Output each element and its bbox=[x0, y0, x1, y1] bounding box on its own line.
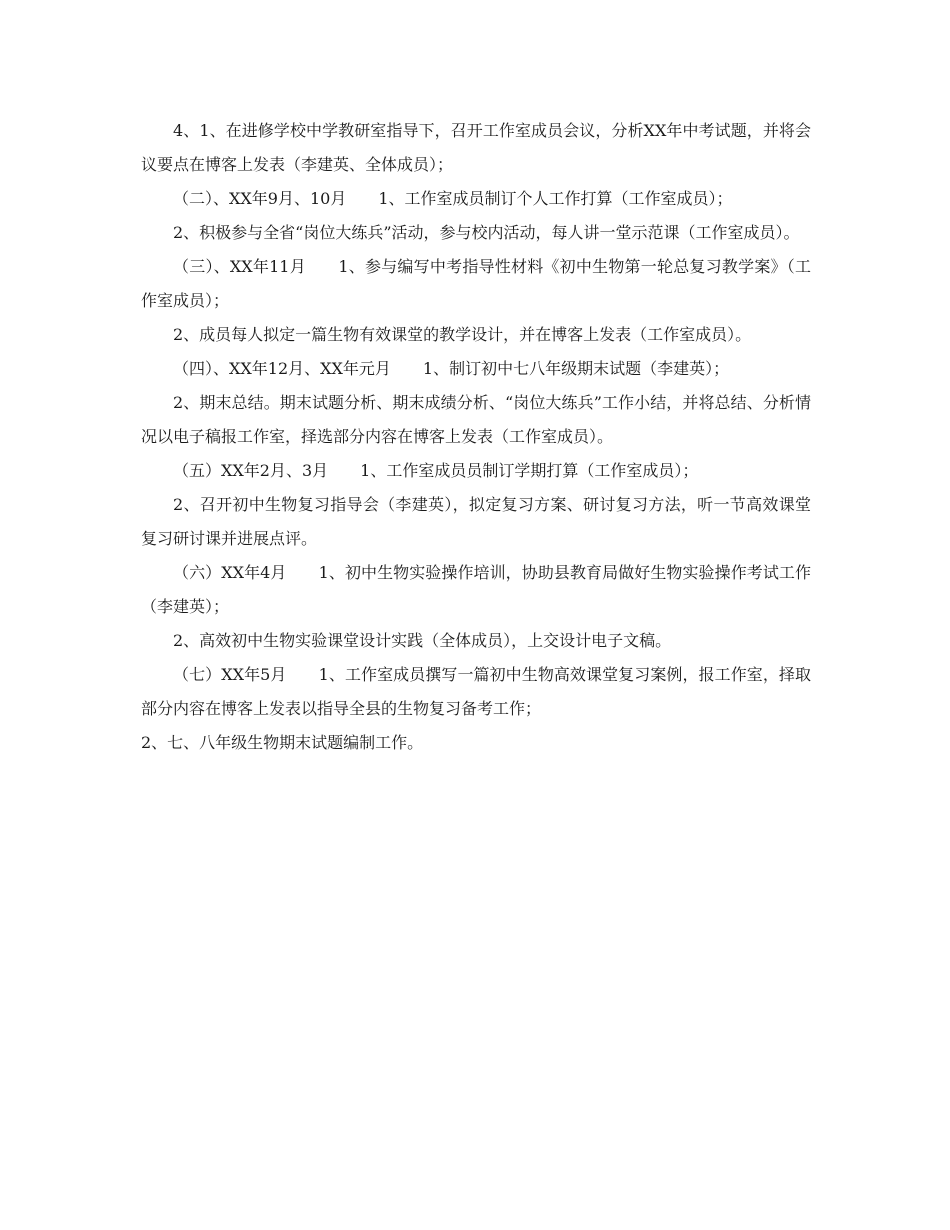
paragraph-item-2: （二）、XX年9月、10月 1、工作室成员制订个人工作打算（工作室成员）； bbox=[173, 189, 733, 208]
paragraph-item-7: 2、期末总结。期末试题分析、期末成绩分析、“岗位大练兵”工作小结，并将总结、分析情况以电子稿报工作室，择选部分内容在博客上发表（工作室成员）。 bbox=[141, 393, 811, 446]
paragraph-item-3: 2、积极参与全省“岗位大练兵”活动，参与校内活动，每人讲一堂示范课（工作室成员）。 bbox=[173, 223, 800, 242]
paragraph-item-6: （四）、XX年12月、XX年元月 1、制订初中七八年级期末试题（李建英）； bbox=[173, 359, 730, 378]
paragraph-item-12: （七）XX年5月 1、工作室成员撰写一篇初中生物高效课堂复习案例，报工作室，择取部分内容在博客上发表以指导全县的生物复习备考工作； bbox=[141, 665, 811, 718]
document-body bbox=[141, 114, 811, 760]
paragraph-item-8: （五）XX年2月、3月 1、工作室成员员制订学期打算（工作室成员）； bbox=[173, 461, 699, 480]
paragraph-item-9: 2、召开初中生物复习指导会（李建英），拟定复习方案、研讨复习方法，听一节高效课堂复习研讨课并进展点评。 bbox=[141, 495, 811, 548]
paragraph-item-11: 2、高效初中生物实验课堂设计实践（全体成员），上交设计电子文稿。 bbox=[173, 631, 672, 650]
paragraph-item-4: （三）、XX年11月 1、参与编写中考指导性材料《初中生物第一轮总复习教学案》（工作室成员）； bbox=[141, 257, 811, 310]
paragraph-item-1: 4、1、在进修学校中学教研室指导下，召开工作室成员会议，分析XX年中考试题，并将会议要点在博客上发表（李建英、全体成员）； bbox=[141, 121, 811, 174]
paragraph-item-13: 2、七、八年级生物期末试题编制工作。 bbox=[141, 733, 424, 752]
paragraph-item-5: 2、成员每人拟定一篇生物有效课堂的教学设计，并在博客上发表（工作室成员）。 bbox=[173, 325, 752, 344]
paragraph-item-10: （六）XX年4月 1、初中生物实验操作培训，协助县教育局做好生物实验操作考试工作（李建英）； bbox=[141, 563, 811, 616]
